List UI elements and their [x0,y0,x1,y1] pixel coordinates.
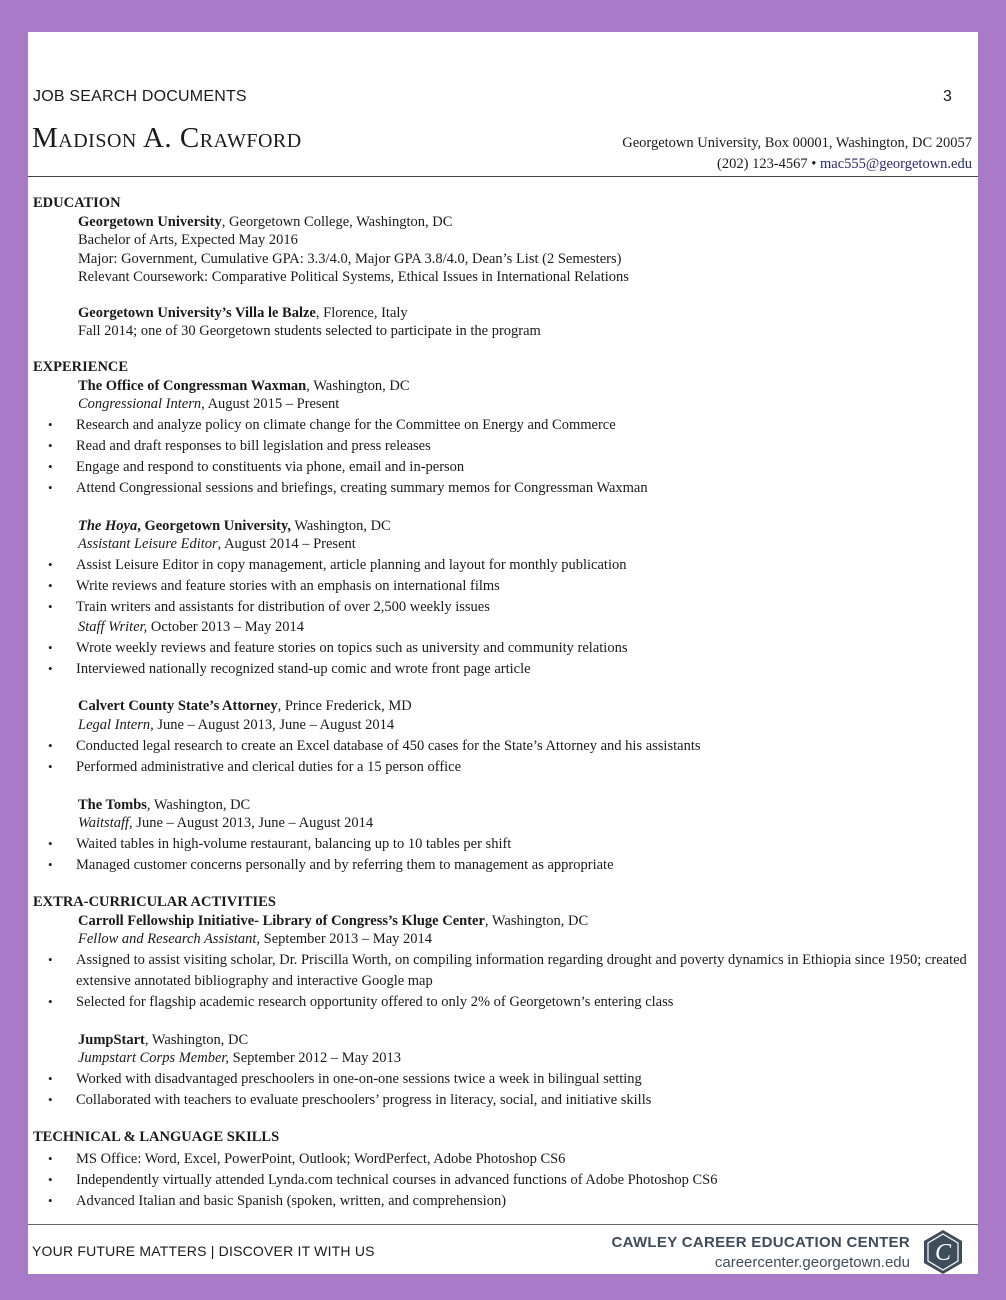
resume-page [28,32,978,1274]
job-title: Waitstaff [78,814,130,831]
job-title: Assistant Leisure Editor [78,535,218,552]
career-center-name: CAWLEY CAREER EDUCATION CENTER [611,1234,910,1251]
education-villa [78,304,973,341]
org-location: , Prince Frederick, MD [277,698,412,715]
email-link[interactable]: mac555@georgetown.edu [819,156,972,172]
org-name: , Georgetown University, [137,517,292,534]
list-item: • Attend Congressional sessions and briefings, creating summary memos for Congressman Waxman [33,478,973,499]
publication-name: The Hoya [78,517,138,534]
org-location: , Florence, Italy [315,305,408,322]
career-center-logo-icon [921,1228,965,1276]
program-description: Fall 2014; one of 30 Georgetown students selected to participate in the program [78,323,541,340]
list-item: • Managed customer concerns personally and by referring them to management as appropriate [33,855,973,876]
list-item: • Research and analyze policy on climate change for the Committee on Energy and Commerce [33,415,973,436]
section-title-education: EDUCATION [33,195,121,211]
footer-tagline: YOUR FUTURE MATTERS | DISCOVER IT WITH US [32,1243,375,1259]
job-title: Staff Writer, [78,618,148,635]
bullet-list [33,415,973,498]
org-location: , Washington, DC [144,1031,249,1048]
list-item: • Write reviews and feature stories with an emphasis on international films [33,576,973,597]
experience-calvert [78,697,973,734]
page-number: 3 [943,88,952,105]
list-item: • Selected for flagship academic research opportunity offered to only 2% of Georgetown’s entering class [33,992,973,1013]
list-item: • Interviewed nationally recognized stand-up comic and wrote front page article [33,659,973,680]
list-item: • Waited tables in high-volume restaurant, balancing up to 10 tables per shift [33,834,973,855]
bullet-list [33,736,973,778]
org-location: , Washington, DC [306,377,410,394]
section-title-experience: EXPERIENCE [33,358,129,375]
list-item: • Performed administrative and clerical duties for a 15 person office [33,757,973,778]
job-dates: , June – August 2013, June – August 2014 [150,716,395,733]
experience-tombs [78,796,973,833]
bullet-list [33,555,973,617]
org-name: Georgetown University [78,214,222,230]
activity-jumpstart [78,1031,973,1068]
org-name: The Office of Congressman Waxman [78,377,307,394]
org-location: , Washington, DC [484,912,589,929]
list-item: • Advanced Italian and basic Spanish (spoken, written, and comprehension) [33,1191,973,1212]
phone-email-line [622,154,972,175]
experience-hoya-staff [78,618,973,636]
activity-carroll [78,912,973,949]
org-name: The Tombs [78,796,147,813]
org-name: JumpStart [78,1031,145,1048]
document-category-label: JOB SEARCH DOCUMENTS [33,88,247,105]
org-name: Carroll Fellowship Initiative- Library of Congress’s Kluge Center [78,912,485,929]
degree: Bachelor of Arts, Expected May 2016 [78,232,298,249]
resume-body [33,194,973,1211]
candidate-name [32,122,302,155]
logo-letter: C [934,1240,952,1266]
bullet-list [33,1069,973,1111]
org-location: , Georgetown College, Washington, DC [221,214,453,230]
education-georgetown [78,213,973,286]
address: Georgetown University, Box 00001, Washington, DC 20057 [622,135,972,151]
experience-waxman [78,377,973,414]
candidate-name-text: Madison A. Crawford [32,122,302,154]
org-name: Georgetown University’s Villa le Balze [78,305,316,322]
job-dates: , August 2015 – Present [201,396,340,413]
section-title-activities: EXTRA-CURRICULAR ACTIVITIES [33,893,276,910]
org-location: , Washington, DC [146,796,251,813]
experience-hoya [78,517,973,554]
footer-center-info [612,1233,910,1272]
footer-divider [28,1224,978,1225]
list-item: • Worked with disadvantaged preschoolers in one-on-one sessions twice a week in bilingual setting [33,1069,973,1090]
job-title: Jumpstart Corps Member, [78,1050,230,1067]
section-title-skills: TECHNICAL & LANGUAGE SKILLS [33,1128,280,1145]
list-item: • MS Office: Word, Excel, PowerPoint, Outlook; WordPerfect, Adobe Photoshop CS6 [33,1149,973,1170]
list-item: • Assigned to assist visiting scholar, Dr. Priscilla Worth, on compiling information regarding drought and poverty dynamics in Ethiopia since 1950; created extensive annotated bibliography and interactive Google map [33,950,973,992]
job-dates: September 2012 – May 2013 [229,1050,402,1067]
org-name: Calvert County State’s Attorney [78,698,278,715]
list-item: • Independently virtually attended Lynda.com technical courses in advanced functions of Adobe Photoshop CS6 [33,1170,973,1191]
list-item: • Engage and respond to constituents via phone, email and in-person [33,457,973,478]
list-item: • Train writers and assistants for distribution of over 2,500 weekly issues [33,597,973,618]
bullet-list [33,1149,973,1211]
contact-block [622,133,972,175]
bullet-list [33,834,973,876]
org-location: Washington, DC [291,517,391,534]
list-item: • Assist Leisure Editor in copy management, article planning and layout for monthly publication [33,555,973,576]
job-title: Legal Intern [78,716,151,733]
list-item: • Conducted legal research to create an Excel database of 450 cases for the State’s Attorney and his assistants [33,736,973,757]
bullet-list [33,950,973,1012]
list-item: • Read and draft responses to bill legislation and press releases [33,436,973,457]
job-dates: October 2013 – May 2014 [147,618,304,635]
coursework: Relevant Coursework: Comparative Political Systems, Ethical Issues in International Relations [78,268,629,285]
job-dates: , August 2014 – Present [217,535,356,552]
job-dates: September 2013 – May 2014 [260,931,433,948]
bullet-list [33,638,973,680]
job-dates: , June – August 2013, June – August 2014 [129,814,374,831]
major-gpa: Major: Government, Cumulative GPA: 3.3/4.0, Major GPA 3.8/4.0, Dean’s List (2 Semesters) [78,250,622,267]
list-item: • Wrote weekly reviews and feature stories on topics such as university and community relations [33,638,973,659]
list-item: • Collaborated with teachers to evaluate preschoolers’ progress in literacy, social, and initiative skills [33,1090,973,1111]
job-title: Congressional Intern [78,396,202,413]
career-center-url[interactable]: careercenter.georgetown.edu [714,1254,910,1271]
job-title: Fellow and Research Assistant, [78,931,261,948]
header-divider [28,176,978,177]
phone: (202) 123-4567 • [717,156,817,172]
